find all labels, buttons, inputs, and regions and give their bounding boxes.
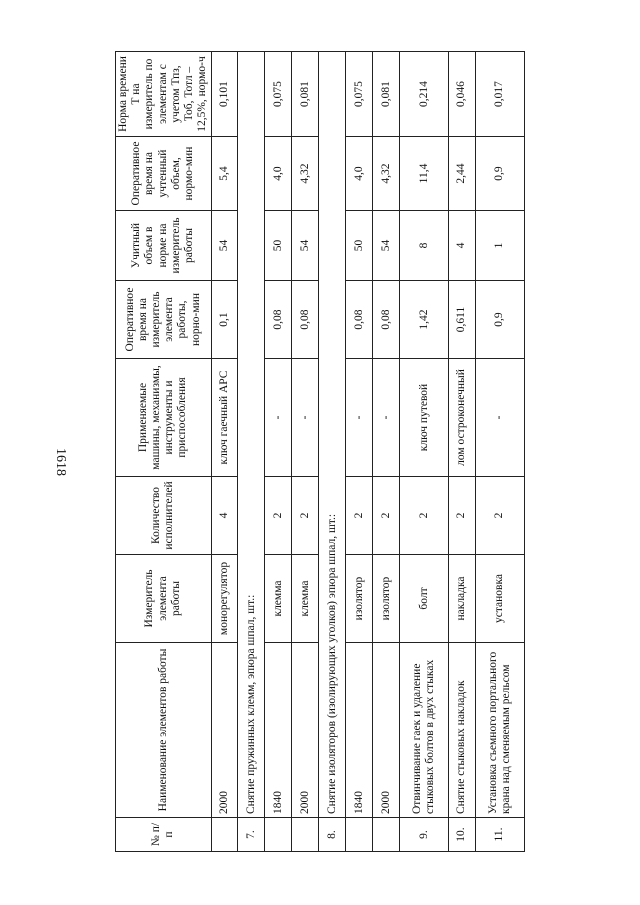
header-norm: Норма времени Т на измеритель по элементам с учетом Тпз, Тоб, Тотл – 12,5%, нормо-ч [116, 52, 212, 137]
cell-norm: 0,075 [346, 52, 373, 137]
cell-num [211, 818, 238, 852]
cell-num: 10. [449, 818, 476, 852]
cell-op-volume: 5,4 [211, 137, 238, 211]
cell-op-time: 1,42 [400, 281, 449, 359]
table-row [449, 52, 476, 852]
cell-meter: накладка [449, 555, 476, 643]
cell-tools: - [373, 359, 400, 477]
cell-section-title: Снятие пружинных клемм, эпюра шпал, шт.: [238, 52, 265, 818]
cell-num: 8. [319, 818, 346, 852]
cell-name: Отвинчивание гаек и удаление стыковых болтов в двух стыках [400, 643, 449, 818]
cell-meter: установка [476, 555, 525, 643]
cell-tools: - [346, 359, 373, 477]
table-row [373, 52, 400, 852]
header-num: № п/п [116, 818, 212, 852]
cell-workers: 2 [373, 477, 400, 555]
cell-name: Установка съемного портального крана над сменяемым рельсом [476, 643, 525, 818]
cell-op-time: 0,08 [265, 281, 292, 359]
cell-name: 1840 [265, 643, 292, 818]
cell-op-volume: 11,4 [400, 137, 449, 211]
norms-table [115, 51, 525, 852]
cell-op-volume: 0,9 [476, 137, 525, 211]
cell-op-volume: 4,0 [265, 137, 292, 211]
cell-num: 11. [476, 818, 525, 852]
cell-workers: 2 [292, 477, 319, 555]
cell-section-title: Снятие изоляторов (изолирующих уголков) эпюра шпал, шт.: [319, 52, 346, 818]
cell-name: 1840 [346, 643, 373, 818]
header-meter: Измеритель элемента работы [116, 555, 212, 643]
cell-norm: 0,101 [211, 52, 238, 137]
cell-op-time: 0,08 [346, 281, 373, 359]
cell-meter: болт [400, 555, 449, 643]
table-row [265, 52, 292, 852]
cell-volume: 50 [265, 211, 292, 281]
cell-name: 2000 [292, 643, 319, 818]
table-row [476, 52, 525, 852]
cell-num: 9. [400, 818, 449, 852]
cell-op-volume: 2,44 [449, 137, 476, 211]
cell-name: 2000 [373, 643, 400, 818]
cell-op-time: 0,9 [476, 281, 525, 359]
cell-op-time: 0,1 [211, 281, 238, 359]
cell-op-time: 0,08 [373, 281, 400, 359]
table-row [400, 52, 449, 852]
cell-num [292, 818, 319, 852]
header-row [116, 52, 212, 852]
header-op-time-volume: Оперативное время на учтенный объем, нормо-мин [116, 137, 212, 211]
cell-norm: 0,075 [265, 52, 292, 137]
cell-tools: ключ гаечный АРС [211, 359, 238, 477]
cell-workers: 2 [346, 477, 373, 555]
cell-num [373, 818, 400, 852]
cell-name: Снятие стыковых накладок [449, 643, 476, 818]
cell-tools: - [292, 359, 319, 477]
table-row [292, 52, 319, 852]
cell-op-volume: 4,0 [346, 137, 373, 211]
cell-volume: 50 [346, 211, 373, 281]
cell-op-time: 0,611 [449, 281, 476, 359]
rotated-table-container [115, 52, 525, 852]
table-row [319, 52, 346, 852]
cell-num [346, 818, 373, 852]
cell-meter: клемма [292, 555, 319, 643]
cell-workers: 2 [476, 477, 525, 555]
cell-op-volume: 4,32 [373, 137, 400, 211]
cell-norm: 0,214 [400, 52, 449, 137]
table-row [346, 52, 373, 852]
table-row [211, 52, 238, 852]
header-name: Наименование элементов работы [116, 643, 212, 818]
cell-volume: 54 [373, 211, 400, 281]
cell-name: 2000 [211, 643, 238, 818]
cell-num: 7. [238, 818, 265, 852]
cell-workers: 2 [449, 477, 476, 555]
cell-num [265, 818, 292, 852]
header-workers: Количество исполнителей [116, 477, 212, 555]
cell-workers: 2 [265, 477, 292, 555]
cell-tools: - [265, 359, 292, 477]
cell-meter: изолятор [373, 555, 400, 643]
header-volume: Учитный объем в норме на измеритель работы [116, 211, 212, 281]
header-tools: Применяемые машины, механизмы, инструменты и приспособления [116, 359, 212, 477]
cell-op-time: 0,08 [292, 281, 319, 359]
cell-meter: монорегулятор [211, 555, 238, 643]
cell-norm: 0,081 [373, 52, 400, 137]
cell-op-volume: 4,32 [292, 137, 319, 211]
cell-tools: ключ путевой [400, 359, 449, 477]
page-number: 1618 [53, 448, 68, 476]
table-row [238, 52, 265, 852]
cell-meter: клемма [265, 555, 292, 643]
cell-workers: 2 [400, 477, 449, 555]
cell-volume: 1 [476, 211, 525, 281]
cell-workers: 4 [211, 477, 238, 555]
cell-tools: - [476, 359, 525, 477]
cell-volume: 54 [211, 211, 238, 281]
cell-volume: 8 [400, 211, 449, 281]
cell-volume: 4 [449, 211, 476, 281]
cell-norm: 0,081 [292, 52, 319, 137]
cell-meter: изолятор [346, 555, 373, 643]
cell-tools: лом остроконечный [449, 359, 476, 477]
cell-norm: 0,017 [476, 52, 525, 137]
cell-volume: 54 [292, 211, 319, 281]
cell-norm: 0,046 [449, 52, 476, 137]
header-op-time-elem: Оперативное время на измеритель элемента работы, норно-мин [116, 281, 212, 359]
